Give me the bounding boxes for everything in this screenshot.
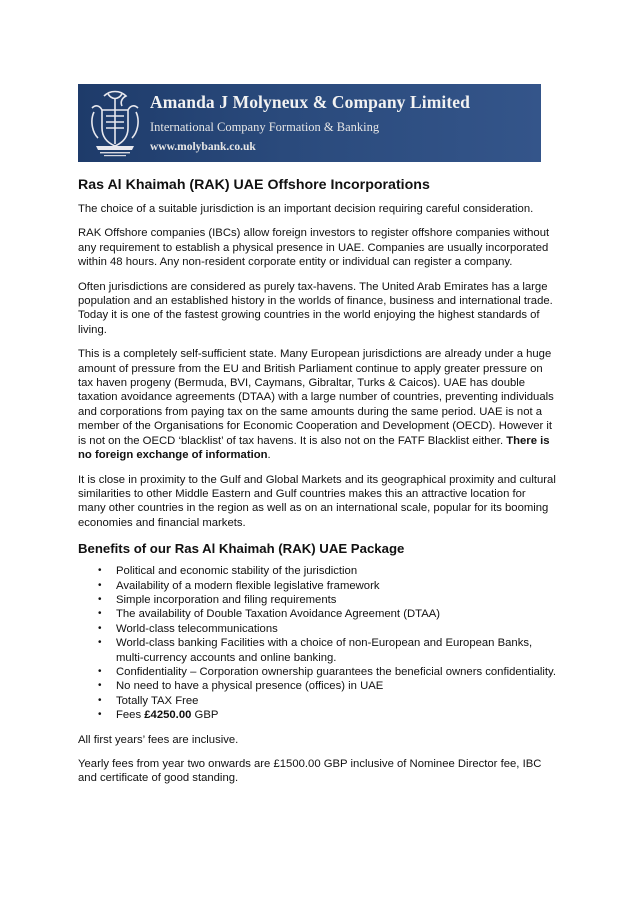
- tax-haven-paragraph: Often jurisdictions are considered as purely tax-havens. The United Arab Emirates has a large population and an established history in the worlds of finance, business and international trade. Today it is one of the fastest growing countries in the world enjoying the highest standards of living.: [78, 280, 553, 336]
- benefit-text: World-class telecommunications: [116, 622, 278, 635]
- self-sufficient-paragraph: [78, 347, 556, 462]
- list-item: [98, 665, 556, 679]
- proximity-paragraph: It is close in proximity to the Gulf and Global Markets and its geographical proximity and cultural similarities to other Middle Eastern and Gulf countries makes this an attractive location for many other countries in the region as well as on an international scale, popular for its booming economies and financial markets.: [78, 473, 556, 529]
- fees-amount: £4250.00: [144, 709, 192, 722]
- heraldic-crest-icon: [86, 88, 144, 158]
- no-exchange-emphasis: There is no foreign exchange of information: [78, 434, 550, 462]
- rak-offshore-paragraph: RAK Offshore companies (IBCs) allow foreign investors to register offshore companies without any requirement to establish a physical presence in UAE. Companies are usually incorporated within 48 hours. Any non-resident corporate entity or individual can register a company.: [78, 227, 550, 269]
- benefit-text: Totally TAX Free: [116, 694, 199, 707]
- benefit-text: No need to have a physical presence (offices) in UAE: [116, 680, 384, 693]
- benefit-text: Simple incorporation and filing requirements: [116, 593, 337, 606]
- company-banner: [78, 84, 541, 162]
- self-sufficient-end: .: [267, 449, 271, 462]
- list-item: [98, 622, 556, 636]
- bullet-icon: •: [98, 637, 102, 649]
- bullet-icon: •: [98, 622, 102, 634]
- bullet-icon: •: [98, 694, 102, 706]
- company-tagline: International Company Formation & Banking: [150, 120, 380, 134]
- bullet-icon: •: [98, 579, 102, 591]
- list-item: [98, 636, 556, 665]
- intro-paragraph: The choice of a suitable jurisdiction is an important decision requiring careful consideration.: [78, 203, 534, 215]
- fees-currency: GBP: [191, 709, 219, 722]
- self-sufficient-text: This is a completely self-sufficient state. Many European jurisdictions are already under a huge amount of pressure from the EU and British Parliament continue to apply greater pressure on tax haven progeny (Bermuda, BVI, Caymans, Gibraltar, Turks & Caicos). UAE has double taxation avoidance agreements (DTAA) with a large number of countries, preventing individuals and corporations from paying tax on the same amounts during the same period. UAE is not a member of the Organisations for Economic Cooperation and Development (OECD). However it is not on the OECD ‘blacklist’ of tax havens. It is also not on the FATF Blacklist either.: [78, 348, 554, 447]
- fees-list-item: [98, 708, 556, 722]
- bullet-icon: •: [98, 665, 102, 677]
- benefit-text: World-class banking Facilities with a choice of non-European and European Banks, multi-currency accounts and online banking.: [116, 637, 533, 664]
- document-title: Ras Al Khaimah (RAK) UAE Offshore Incorporations: [78, 177, 430, 193]
- list-item: [98, 564, 556, 578]
- yearly-fees-note: Yearly fees from year two onwards are £1500.00 GBP inclusive of Nominee Director fee, IBC and certificate of good standing.: [78, 758, 542, 785]
- bullet-icon: •: [98, 709, 102, 721]
- fees-label: Fees: [116, 709, 145, 722]
- benefit-text: The availability of Double Taxation Avoidance Agreement (DTAA): [116, 608, 441, 621]
- bullet-icon: •: [98, 608, 102, 620]
- list-item: [98, 593, 556, 607]
- bullet-icon: •: [98, 680, 102, 692]
- first-year-fees-note: All first years’ fees are inclusive.: [78, 733, 239, 746]
- company-website: www.molybank.co.uk: [150, 141, 256, 153]
- list-item: [98, 694, 556, 708]
- bullet-icon: •: [98, 565, 102, 577]
- bullet-icon: •: [98, 593, 102, 605]
- benefits-list: [78, 564, 556, 722]
- benefits-heading: Benefits of our Ras Al Khaimah (RAK) UAE Package: [78, 541, 405, 557]
- company-name: Amanda J Molyneux & Company Limited: [150, 92, 470, 112]
- benefit-text: Availability of a modern flexible legislative framework: [116, 579, 380, 592]
- list-item: [98, 607, 556, 621]
- document-body: [78, 176, 556, 796]
- benefit-text: Confidentiality – Corporation ownership guarantees the beneficial owners confidentiality.: [116, 665, 556, 678]
- list-item: [98, 579, 556, 593]
- benefit-text: Political and economic stability of the jurisdiction: [116, 565, 358, 578]
- list-item: [98, 679, 556, 693]
